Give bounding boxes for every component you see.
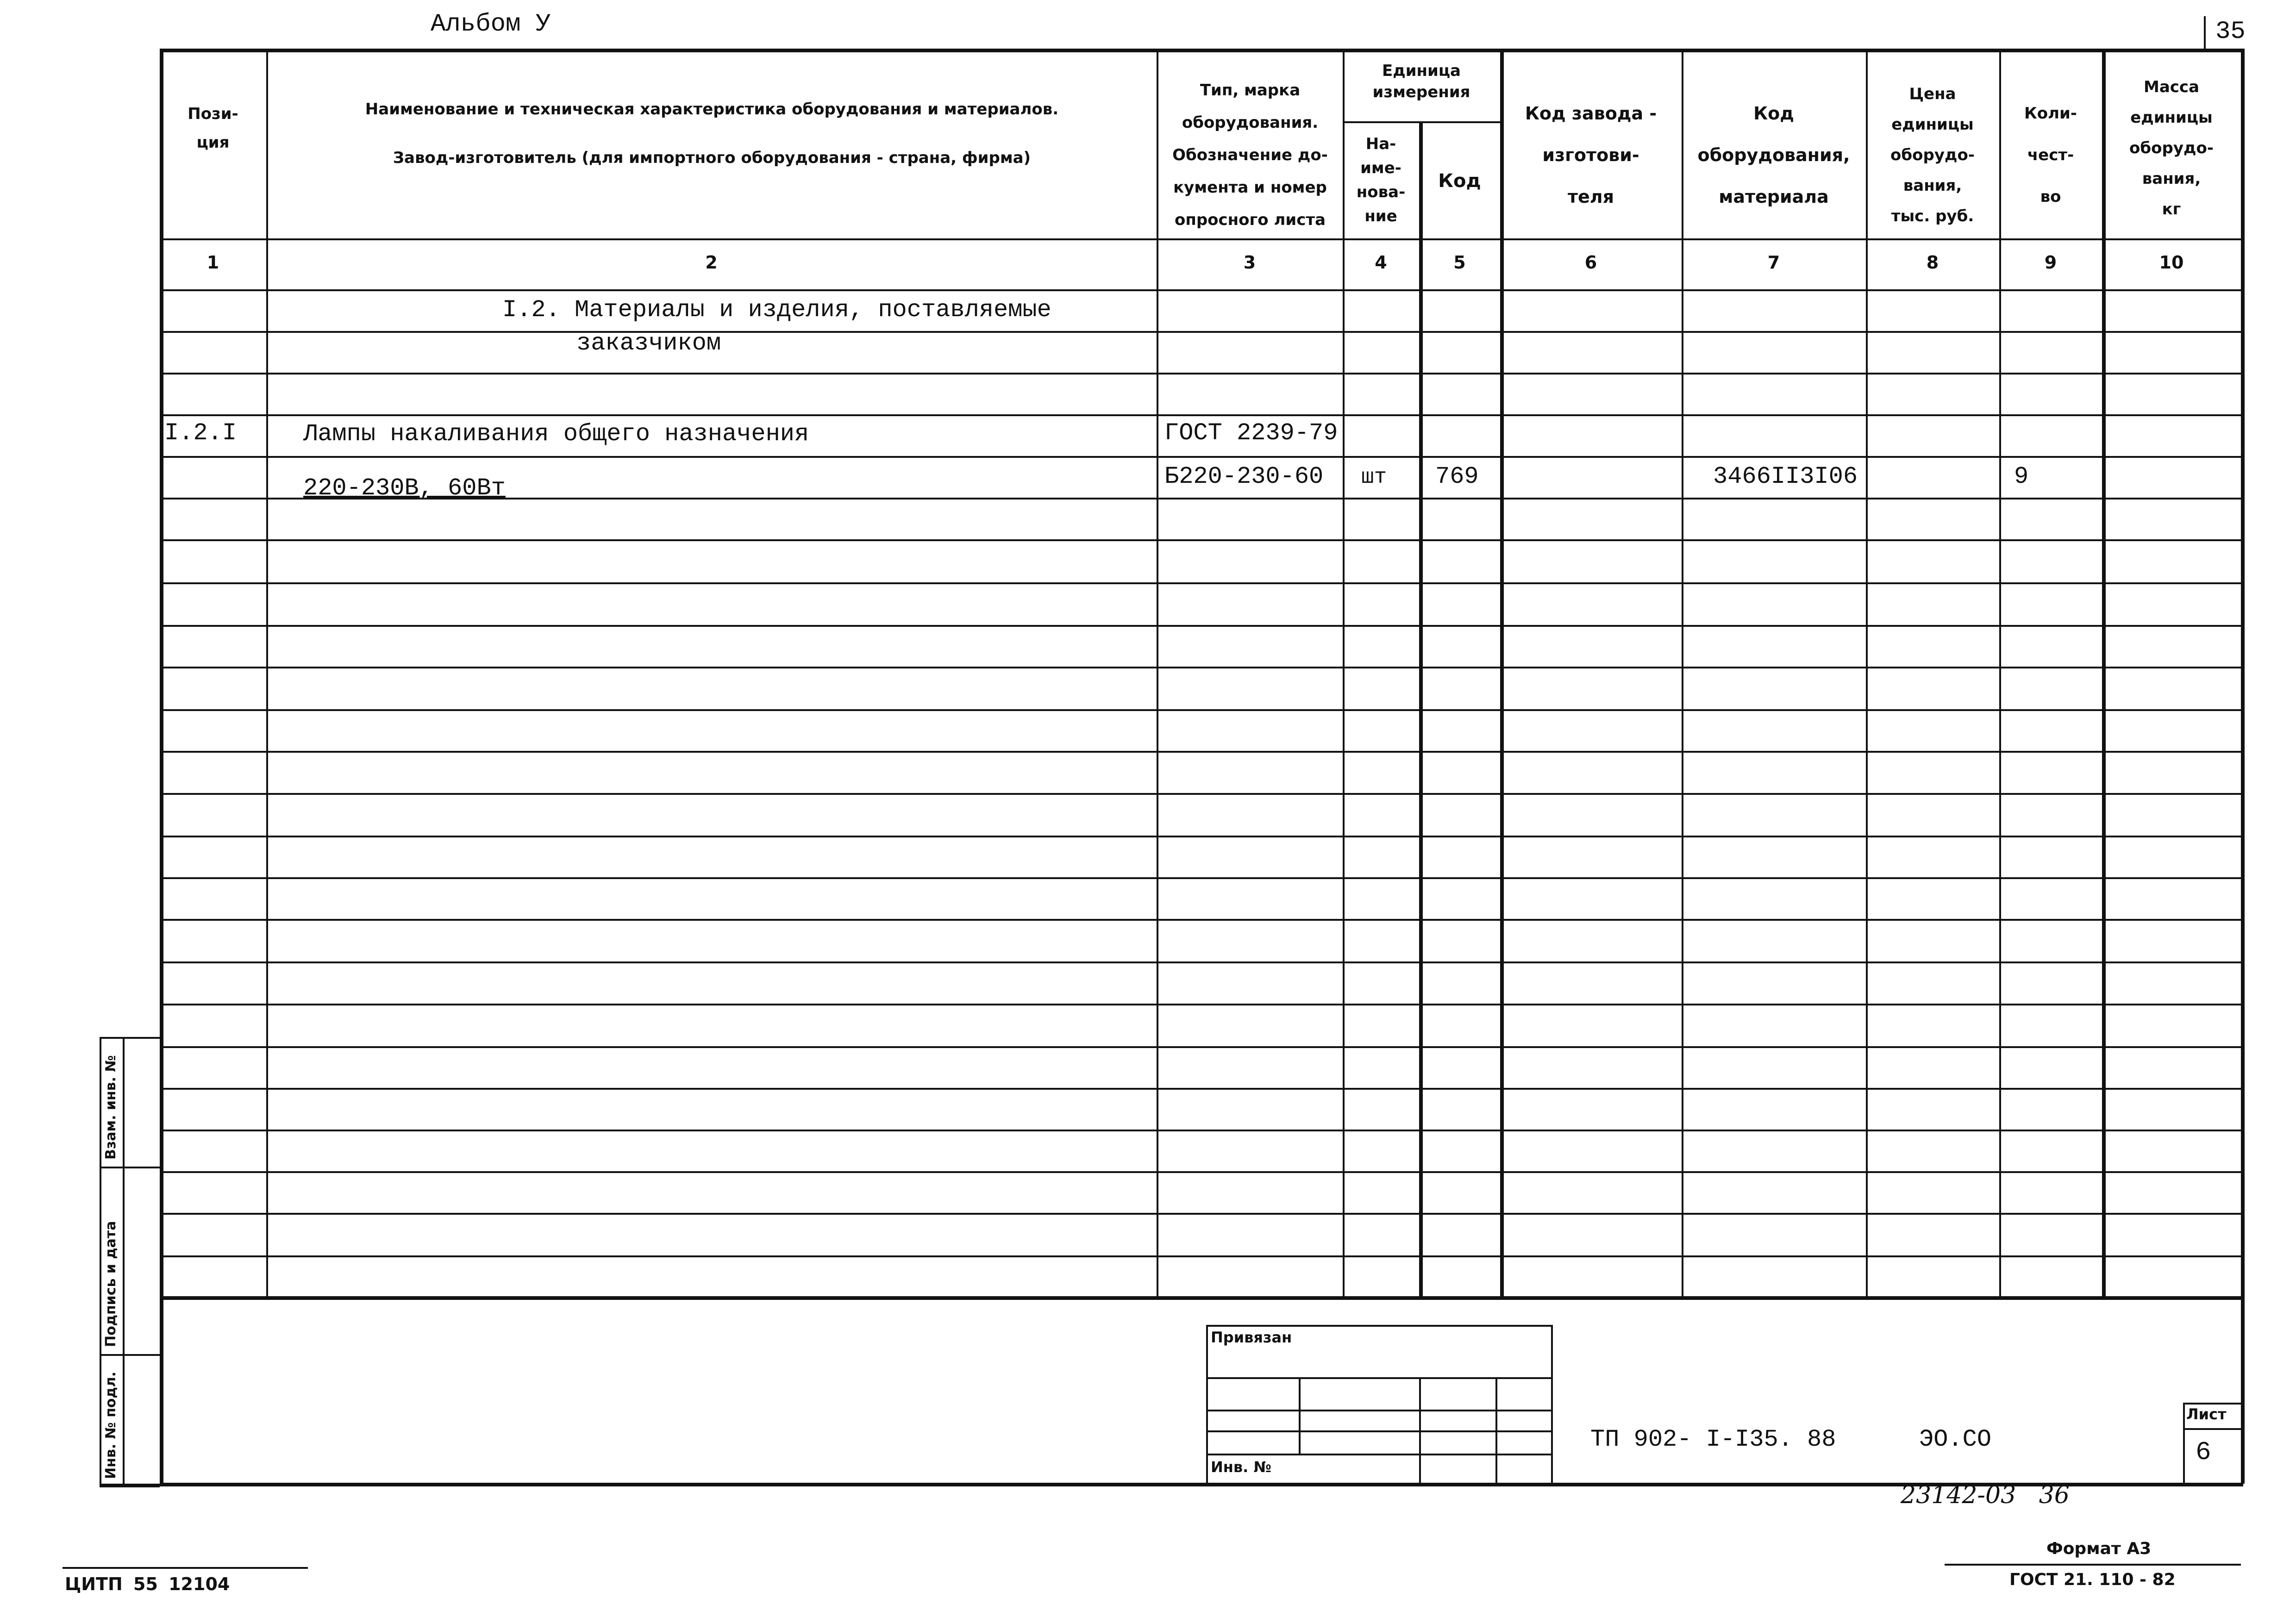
side-label-inv-vzam: Взам. инв. №: [103, 1055, 119, 1160]
footer-left: ЦИТП 55 12104: [65, 1574, 230, 1594]
section-title-line2: заказчиком: [576, 330, 721, 357]
page-number: 35: [2215, 18, 2246, 46]
row2-unit-code: 769: [1435, 463, 1479, 490]
colnum-4: 4: [1375, 252, 1387, 273]
document-suffix: ЭО.СО: [1919, 1426, 1992, 1453]
section-title-line1: I.2. Материалы и изделия, поставляемые: [502, 296, 1051, 324]
colnum-8: 8: [1926, 252, 1939, 273]
stamp-privyazan: Привязан: [1211, 1329, 1292, 1346]
colnum-3: 3: [1243, 252, 1256, 273]
header-unit: Единица измерения: [1372, 62, 1470, 101]
colnum-7: 7: [1767, 252, 1780, 273]
colnum-6: 6: [1584, 252, 1597, 273]
side-label-inv-podl: Инв. № подл.: [103, 1371, 119, 1479]
footer-gost: ГОСТ 21. 110 - 82: [2009, 1570, 2176, 1589]
row2-qty: 9: [2014, 463, 2029, 490]
colnum-1: 1: [206, 252, 219, 273]
colnum-9: 9: [2044, 252, 2057, 273]
side-label-podpis: Подпись и дата: [103, 1221, 119, 1347]
footer-format: Формат А3: [2046, 1539, 2152, 1558]
stamp-inv-no: Инв. №: [1211, 1458, 1271, 1476]
sheet-number: 6: [2196, 1437, 2211, 1467]
header-position: Пози- ция: [188, 105, 238, 152]
header-plant-code: Код завода - изготови- теля: [1525, 103, 1657, 207]
handwritten-code: 23142-03 36: [1901, 1481, 2070, 1509]
row1-type: ГОСТ 2239-79: [1164, 419, 1338, 447]
row2-name: 220-230В, 60Вт: [303, 474, 506, 502]
colnum-2: 2: [705, 252, 718, 273]
sheet-label: Лист: [2186, 1405, 2227, 1423]
header-unit-code: Код: [1438, 170, 1481, 192]
header-name-line1: Наименование и техническая характеристика оборудования и материалов.: [365, 100, 1059, 119]
header-equip-code: Код оборудования, материала: [1697, 103, 1850, 207]
header-price: Цена единицы оборудо- вания, тыс. руб.: [1890, 85, 1975, 225]
header-name-line2: Завод-изготовитель (для импортного оборудования - страна, фирма): [393, 149, 1031, 167]
row2-equip-code: 3466II3I06: [1713, 463, 1858, 490]
colnum-5: 5: [1453, 252, 1466, 273]
row2-unit: шт: [1361, 465, 1387, 489]
header-mass: Масса единицы оборудо- вания, кг: [2129, 78, 2214, 218]
header-type: Тип, марка оборудования. Обозначение до- кумента и номер опросного листа: [1172, 81, 1328, 229]
document-code: ТП 902- I-I35. 88: [1590, 1426, 1836, 1453]
album-title: Альбом У: [431, 10, 551, 38]
header-qty: Коли- чест- во: [2024, 104, 2077, 206]
row2-type: Б220-230-60: [1164, 463, 1324, 490]
header-unit-name: На- име- нова- ние: [1356, 135, 1406, 225]
colnum-10: 10: [2159, 252, 2184, 273]
row1-name: Лампы накаливания общего назначения: [303, 420, 809, 448]
row1-position: I.2.I: [164, 419, 237, 447]
